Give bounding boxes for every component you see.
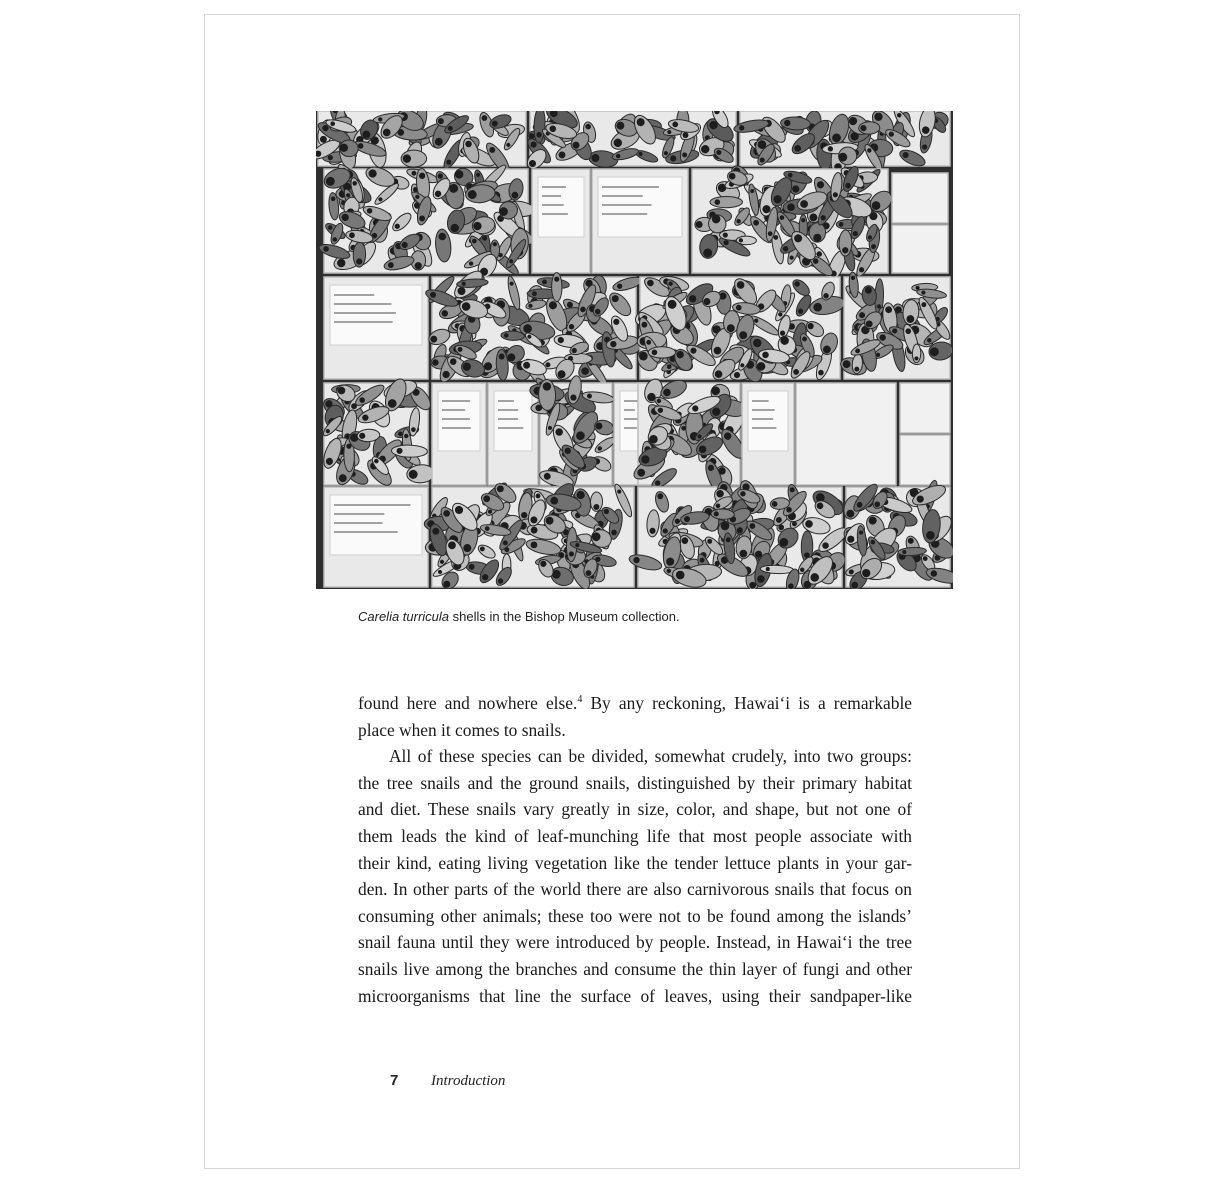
page-number: 7 [390, 1072, 399, 1089]
shell-aperture [403, 154, 411, 162]
footnote-marker[interactable]: 4 [577, 694, 583, 706]
text-line: and diet. These snails vary greatly in size, color, and shape, but not one of [358, 799, 912, 820]
body-text [358, 690, 912, 1009]
shell-aperture [554, 277, 559, 282]
text-line: consuming other animals; these too were not to be found among the islands’ [358, 905, 912, 926]
specimen-label-card [330, 285, 422, 345]
specimen-label-card [494, 391, 532, 451]
shell-trays-image [316, 111, 953, 589]
shell-aperture [813, 234, 821, 242]
specimen-photo [316, 111, 953, 589]
specimen-tray [892, 173, 948, 223]
shell-aperture [696, 221, 703, 228]
shell-aperture [652, 350, 658, 356]
specimen-label-card [748, 391, 788, 451]
shell-aperture [723, 232, 728, 237]
specimen-tray [900, 383, 950, 433]
text-run: found here and nowhere else. [358, 693, 578, 713]
text-line: microorganisms that line the surface of leaves, using their sandpaper-like [358, 985, 912, 1006]
specimen-label-card [538, 177, 584, 237]
specimen-tray [892, 225, 948, 273]
text-line: them leads the kind of leaf-munching life that most people associate with [358, 825, 912, 846]
caption-species: Carelia turricula [358, 609, 450, 624]
text-line: the tree snails and the ground snails, distinguished by their primary habitat [358, 772, 912, 793]
specimen-label-card [330, 495, 422, 555]
shell-aperture [532, 291, 537, 296]
specimen-label-card [598, 177, 682, 237]
shell-aperture [432, 359, 439, 366]
text-run: By any reckoning, Hawai‘i is a remarkable [582, 693, 912, 713]
specimen-tray [796, 383, 896, 485]
text-line: All of these species can be divided, somewhat crudely, into two groups: [389, 746, 912, 767]
text-line: den. In other parts of the world there are also carnivorous snails that focus on [358, 879, 912, 900]
shell-aperture [715, 199, 721, 205]
text-line: place when it comes to snails. [358, 719, 566, 740]
shell-aperture [801, 218, 805, 222]
text-line: their kind, eating living vegetation like the tender lettuce plants in your gar- [358, 852, 912, 873]
caption-text: shells in the Bishop Museum collection. [449, 609, 680, 624]
specimen-tray [900, 435, 950, 485]
text-line [358, 690, 912, 717]
book-page [204, 14, 1020, 1169]
text-line: snails live among the branches and consume the thin layer of fungi and other [358, 958, 912, 979]
specimen-label-card [438, 391, 480, 451]
figure-caption [358, 609, 958, 624]
text-line: snail fauna until they were introduced by people. Instead, in Hawai‘i the tree [358, 932, 912, 953]
running-head: Introduction [431, 1073, 506, 1089]
